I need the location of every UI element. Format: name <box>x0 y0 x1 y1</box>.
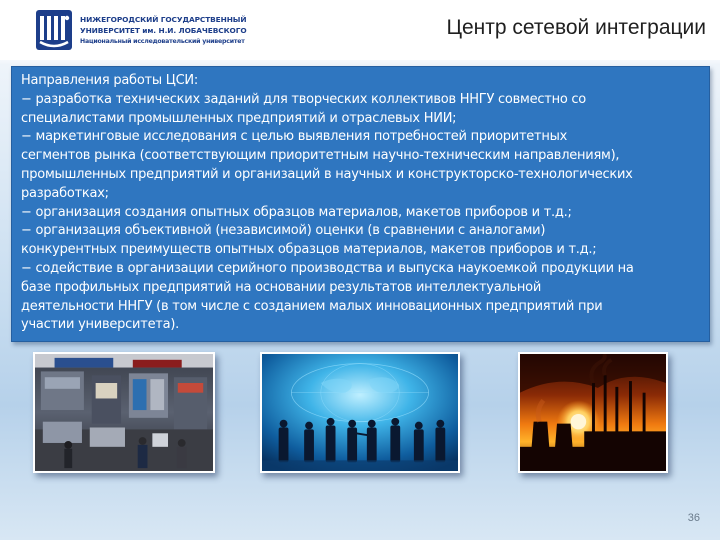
content-line: − разработка технических заданий для творческих коллективов ННГУ совместно со <box>21 91 587 107</box>
content-line: конкурентных преимуществ опытных образцов материалов, макетов приборов и т.д.; <box>21 242 597 258</box>
content-line: деятельности ННГУ (в том числе с созданием малых инновационных предприятий при <box>21 298 603 314</box>
content-line: специалистами промышленных предприятий и отраслевых НИИ; <box>21 110 457 126</box>
content-line: − содействие в организации серийного производства и выпуска наукоемкой продукции на <box>21 260 634 276</box>
industrial-sunset-photo <box>518 352 668 473</box>
logo-line: НИЖЕГОРОДСКИЙ ГОСУДАРСТВЕННЫЙ <box>80 15 247 24</box>
content-line: − маркетинговые исследования с целью выявления потребностей приоритетных <box>21 129 568 145</box>
content-line: промышленных предприятий и организаций в научных и конструкторско-технологических <box>21 166 633 182</box>
content-box <box>11 66 710 342</box>
logo-line: УНИВЕРСИТЕТ им. Н.И. ЛОБАЧЕВСКОГО <box>80 26 247 35</box>
page-number: 36 <box>687 512 700 524</box>
logo-line: Национальный исследовательский университет <box>80 38 245 45</box>
content-line: − организация создания опытных образцов материалов, макетов приборов и т.д.; <box>21 204 572 220</box>
content-line: Направления работы ЦСИ: <box>21 73 199 88</box>
content-line: базе профильных предприятий на основании результатов интеллектуальной <box>21 279 542 295</box>
content-line: участии университета). <box>21 317 180 333</box>
exhibition-photo <box>33 352 215 473</box>
content-line: − организация объективной (независимой) оценки (в сравнении с аналогами) <box>21 223 546 239</box>
content-line: сегментов рынка (соответствующим приоритетным научно-техническим направлениям), <box>21 148 620 164</box>
business-people-photo <box>260 352 460 473</box>
page-title: Центр сетевой интеграции <box>446 16 706 39</box>
university-logo-text <box>80 14 280 47</box>
university-emblem-icon <box>34 8 74 52</box>
content-line: разработках; <box>21 185 109 201</box>
header <box>0 0 720 60</box>
